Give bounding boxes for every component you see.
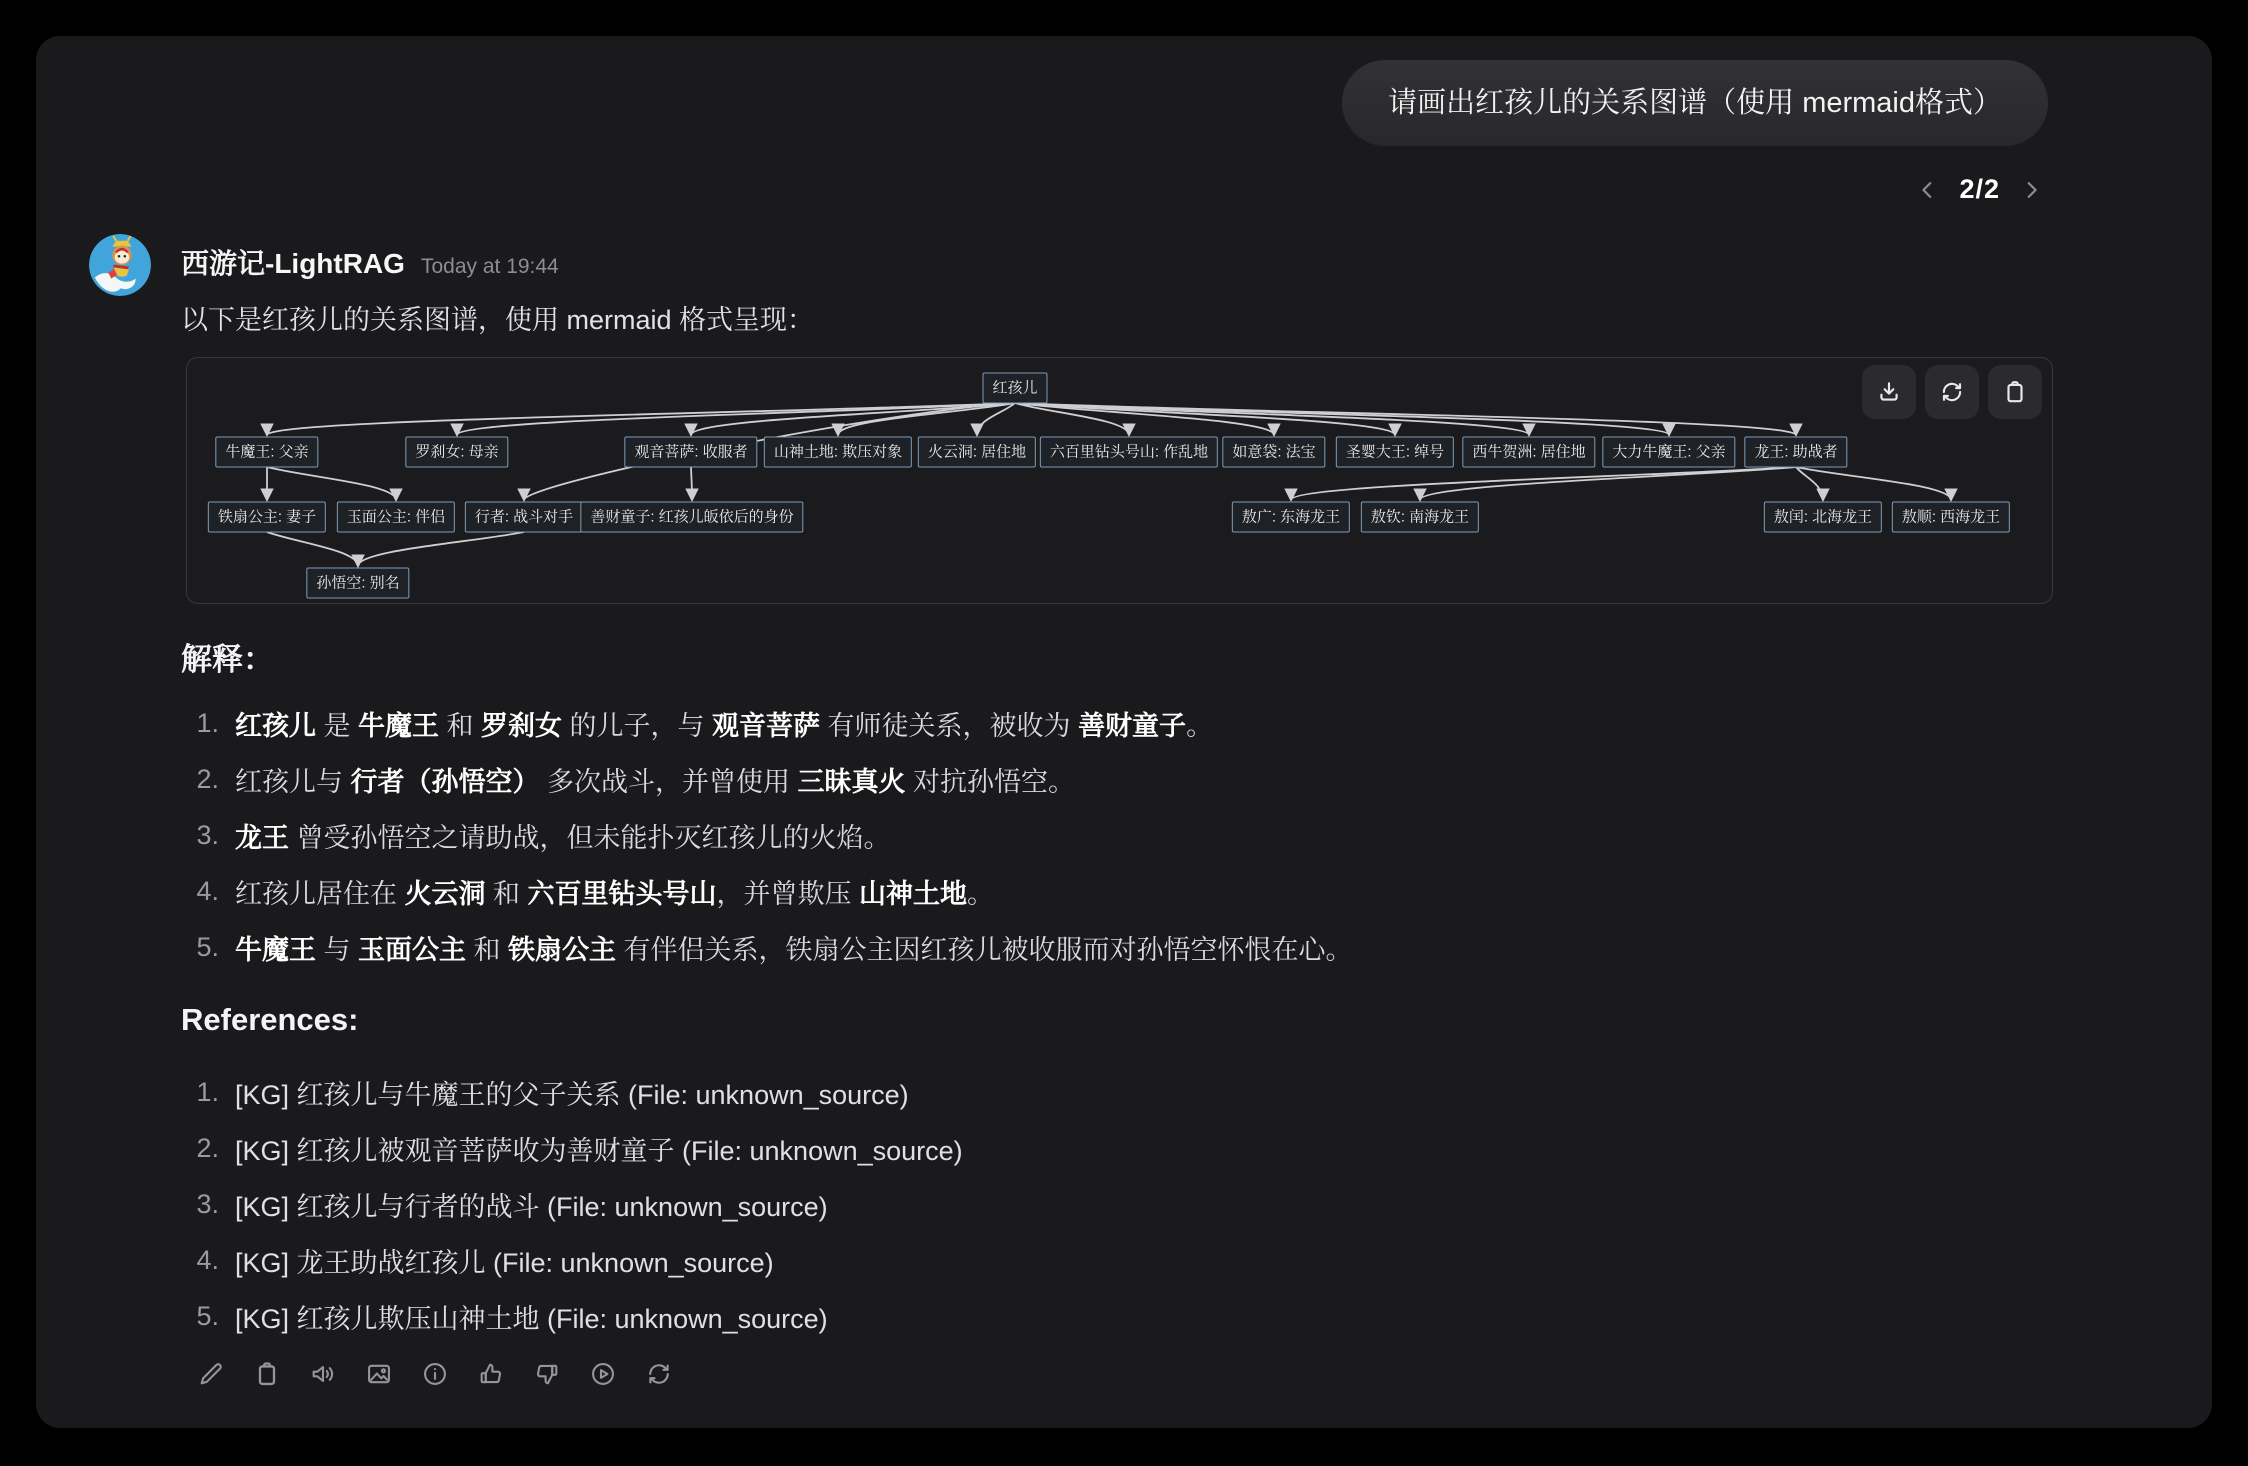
list-number: 2. (196, 1132, 219, 1163)
info-button[interactable] (415, 1354, 455, 1394)
diagram-node-sunwukong[interactable]: 孙悟空: 别名 (306, 568, 409, 599)
list-number: 4. (196, 875, 219, 906)
view-image-button[interactable] (359, 1354, 399, 1394)
download-icon (1876, 379, 1902, 405)
list-number: 1. (196, 1076, 219, 1107)
copy-button[interactable] (247, 1354, 287, 1394)
explanation-item (181, 863, 1353, 919)
explanation-text: 龙王 曾受孙悟空之请助战，但未能扑灭红孩儿的火焰。 (235, 822, 891, 853)
message-timestamp: Today at 19:44 (420, 255, 559, 278)
edit-icon (197, 1360, 225, 1388)
explanation-text: 红孩儿 是 牛魔王 和 罗刹女 的儿子，与 观音菩萨 有师徒关系，被收为 善财童子。 (235, 710, 1214, 741)
refresh-icon (1939, 379, 1965, 405)
references-heading: References: (181, 1002, 359, 1037)
diagram-edge-tieshan-sunwukong (267, 532, 358, 566)
diagram-node-huoyundong[interactable]: 火云洞: 居住地 (918, 437, 1036, 468)
assistant-avatar (89, 234, 151, 296)
list-number: 1. (196, 707, 219, 738)
thumbs-down-button[interactable] (527, 1354, 567, 1394)
diagram-edge-xingzhe-sunwukong (358, 532, 524, 566)
thumbs-up-icon (477, 1360, 505, 1388)
diagram-node-niumowang[interactable]: 牛魔王: 父亲 (215, 437, 318, 468)
diagram-edge-guanyin-shancai (691, 467, 692, 500)
list-number: 3. (196, 1188, 219, 1219)
diagram-node-liubaili[interactable]: 六百里钻头号山: 作乱地 (1040, 437, 1218, 468)
chevron-left-icon[interactable] (1915, 177, 1941, 203)
explanation-text: 红孩儿与 行者（孙悟空） 多次战斗，并曾使用 三昧真火 对抗孙悟空。 (235, 766, 1076, 797)
explanation-list (181, 695, 1353, 975)
chevron-right-icon[interactable] (2018, 177, 2044, 203)
diagram-node-tieshan[interactable]: 铁扇公主: 妻子 (208, 502, 326, 533)
reference-text: [KG] 红孩儿欺压山神土地 (File: unknown_source) (235, 1303, 828, 1334)
view-image-icon (365, 1360, 393, 1388)
reference-text: [KG] 红孩儿与行者的战斗 (File: unknown_source) (235, 1191, 828, 1222)
diagram-node-guanyin[interactable]: 观音菩萨: 收服者 (624, 437, 757, 468)
diagram-edge-longwang-aorun (1796, 467, 1823, 500)
thumbs-up-button[interactable] (471, 1354, 511, 1394)
read-aloud-button[interactable] (303, 1354, 343, 1394)
reference-text: [KG] 红孩儿与牛魔王的父子关系 (File: unknown_source) (235, 1079, 909, 1110)
regenerate-button[interactable] (639, 1354, 679, 1394)
page-indicator: 2/2 (1959, 174, 2000, 204)
explanation-item (181, 807, 1353, 863)
explanation-item (181, 919, 1353, 975)
diagram-node-aorun[interactable]: 敖闰: 北海龙王 (1764, 502, 1882, 533)
chat-window (36, 36, 2212, 1428)
monkey-king-avatar-icon (89, 234, 151, 296)
refresh-button[interactable] (1925, 365, 1979, 419)
user-message-bubble: 请画出红孩儿的关系图谱（使用 mermaid格式） (1342, 60, 2048, 146)
assistant-intro-text: 以下是红孩儿的关系图谱，使用 mermaid 格式呈现： (181, 305, 815, 335)
reference-text: [KG] 红孩儿被观音菩萨收为善财童子 (File: unknown_source) (235, 1135, 963, 1166)
message-actions-toolbar (191, 1354, 679, 1394)
diagram-edge-honghaier-luochanu (457, 403, 1015, 435)
edit-button[interactable] (191, 1354, 231, 1394)
references-list (181, 1064, 963, 1344)
explanation-item (181, 751, 1353, 807)
explanation-heading: 解释： (181, 642, 274, 677)
reference-item (181, 1064, 963, 1120)
reference-item (181, 1176, 963, 1232)
read-aloud-icon (309, 1360, 337, 1388)
explanation-text: 红孩儿居住在 火云洞 和 六百里钻头号山，并曾欺压 山神土地。 (235, 878, 995, 909)
diagram-node-aoguang[interactable]: 敖广: 东海龙王 (1232, 502, 1350, 533)
diagram-node-honghaier[interactable]: 红孩儿 (982, 373, 1047, 404)
list-number: 3. (196, 819, 219, 850)
list-number: 5. (196, 931, 219, 962)
diagram-node-shengying[interactable]: 圣婴大王: 绰号 (1336, 437, 1454, 468)
download-button[interactable] (1862, 365, 1916, 419)
diagram-node-dali[interactable]: 大力牛魔王: 父亲 (1602, 437, 1735, 468)
list-number: 4. (196, 1244, 219, 1275)
diagram-node-aoshun[interactable]: 敖顺: 西海龙王 (1892, 502, 2010, 533)
diagram-node-ruyidai[interactable]: 如意袋: 法宝 (1222, 437, 1325, 468)
play-button[interactable] (583, 1354, 623, 1394)
diagram-node-yumian[interactable]: 玉面公主: 伴侣 (337, 502, 455, 533)
diagram-toolbar (1862, 365, 2042, 419)
diagram-edge-honghaier-longwang (1015, 403, 1796, 435)
diagram-node-luochanu[interactable]: 罗刹女: 母亲 (405, 437, 508, 468)
diagram-edges (187, 358, 2052, 603)
assistant-name: 西游记-LightRAG (181, 248, 405, 279)
message-pagination (1915, 174, 2044, 205)
copy-icon (2002, 379, 2028, 405)
diagram-node-shancai[interactable]: 善财童子: 红孩儿皈依后的身份 (580, 502, 803, 533)
diagram-edge-longwang-aoqin (1420, 467, 1796, 500)
thumbs-down-icon (533, 1360, 561, 1388)
diagram-node-shanshen[interactable]: 山神土地: 欺压对象 (764, 437, 912, 468)
diagram-node-xiniu[interactable]: 西牛贺洲: 居住地 (1462, 437, 1595, 468)
explanation-text: 牛魔王 与 玉面公主 和 铁扇公主 有伴侣关系，铁扇公主因红孩儿被收服而对孙悟空怀恨在心。 (235, 934, 1353, 965)
list-number: 2. (196, 763, 219, 794)
diagram-edge-niumowang-yumian (267, 467, 396, 500)
diagram-edge-longwang-aoshun (1796, 467, 1951, 500)
info-icon (421, 1360, 449, 1388)
mermaid-diagram (186, 357, 2053, 604)
reference-item (181, 1232, 963, 1288)
assistant-message-header (181, 242, 559, 282)
diagram-node-longwang[interactable]: 龙王: 助战者 (1744, 437, 1847, 468)
play-icon (589, 1360, 617, 1388)
reference-text: [KG] 龙王助战红孩儿 (File: unknown_source) (235, 1247, 774, 1278)
reference-item (181, 1120, 963, 1176)
regenerate-icon (645, 1360, 673, 1388)
copy-button[interactable] (1988, 365, 2042, 419)
list-number: 5. (196, 1300, 219, 1331)
diagram-node-xingzhe[interactable]: 行者: 战斗对手 (465, 502, 583, 533)
explanation-item (181, 695, 1353, 751)
diagram-node-aoqin[interactable]: 敖钦: 南海龙王 (1361, 502, 1479, 533)
reference-item (181, 1288, 963, 1344)
copy-icon (253, 1360, 281, 1388)
